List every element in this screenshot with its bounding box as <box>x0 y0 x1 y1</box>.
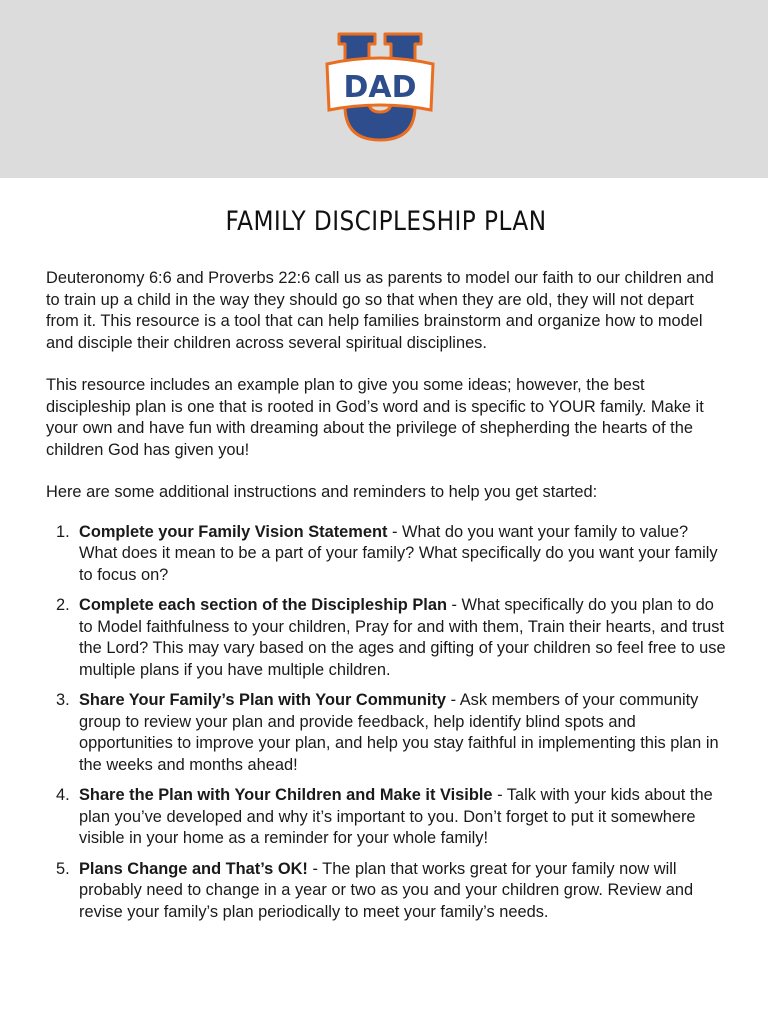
list-item-heading: Share Your Family’s Plan with Your Community <box>79 691 447 709</box>
list-item-text: - What specifically do you plan to do to Model faithfulness to your children, Pray for and with them, Train their hearts, and trust the Lord? This may vary based on the ages and gifting of your children so feel free to use multiple plans if you have multiple children. <box>79 596 726 679</box>
list-number: 4. <box>56 786 70 804</box>
dad-u-logo <box>325 30 435 144</box>
list-item-text: - Talk with your kids about the plan you’ve developed and why it’s important to you. Don’t forget to put it somewhere visible in your home as a reminder for your whole family! <box>79 786 713 847</box>
list-item-heading: Plans Change and That’s OK! <box>79 859 308 878</box>
intro-paragraph: Deuteronomy 6:6 and Proverbs 22:6 call us as parents to model our faith to our children and to train up a child in the way they should go so that when they are old, they will not depart from it. This resource is a tool that can help families brainstorm and organize how to model and disciple their children across several spiritual disciplines. <box>46 269 714 352</box>
list-item-heading: Complete each section of the Discipleship Plan <box>79 596 447 614</box>
list-item <box>46 690 726 776</box>
page-title: FAMILY DISCIPLESHIP PLAN <box>225 206 547 237</box>
logo-text: DAD <box>343 70 417 105</box>
list-number: 3. <box>56 691 70 709</box>
list-item-heading: Share the Plan with Your Children and Make it Visible <box>79 786 493 804</box>
list-number: 1. <box>56 522 70 541</box>
list-item-text: - Ask members of your community group to review your plan and provide feedback, help identify blind spots and opportunities to improve your plan, and help you stay faithful in implementing this plan in the weeks and months ahead! <box>79 691 719 774</box>
instructions-lead: Here are some additional instructions and reminders to help you get started: <box>46 483 598 501</box>
header-band <box>0 0 768 178</box>
list-item <box>46 595 726 681</box>
example-paragraph: This resource includes an example plan to give you some ideas; however, the best discipleship plan is one that is rooted in God’s word and is specific to YOUR family. Make it your own and have fun with dreaming about the privilege of shepherding the hearts of the children God has given you! <box>46 376 704 459</box>
list-item-text: - The plan that works great for your family now will probably need to change in a year or two as you and your children grow. Review and revise your family’s plan periodically to meet your family’s needs. <box>79 859 694 921</box>
list-item-heading: Complete your Family Vision Statement <box>79 522 388 541</box>
page-content <box>46 206 726 932</box>
list-item <box>46 522 726 587</box>
list-item <box>46 785 726 850</box>
list-item-text: - What do you want your family to value? What does it mean to be a part of your family? What specifically do you want your family to focus on? <box>79 522 718 584</box>
list-number: 5. <box>56 859 70 878</box>
list-number: 2. <box>56 596 70 614</box>
list-item <box>46 859 726 924</box>
instructions-list <box>46 522 726 924</box>
